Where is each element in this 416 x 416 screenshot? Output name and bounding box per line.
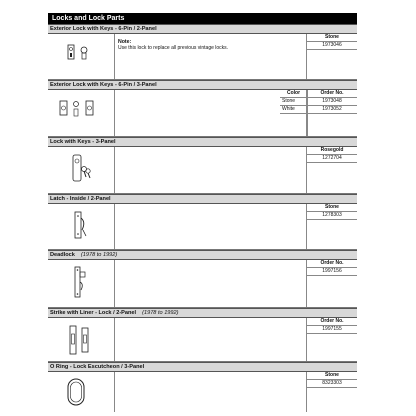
section-heading-row [48, 250, 357, 260]
section-heading: Lock with Keys - 3-Panel [48, 137, 357, 147]
section-heading: Latch - Inside / 2-Panel [48, 194, 357, 204]
color-header: Color [280, 90, 307, 98]
product-image [48, 260, 115, 307]
section-exterior-lock-2panel [48, 24, 357, 80]
page-title: Locks and Lock Parts [48, 13, 357, 24]
order-cell [307, 318, 357, 361]
section-o-ring [48, 362, 357, 412]
empty-cell [114, 90, 307, 136]
column-header: Stone [307, 204, 357, 212]
section-heading: O Ring - Lock Escutcheon / 3-Panel [48, 362, 357, 372]
order-number: 1973052 [307, 106, 357, 114]
section-strike-with-liner [48, 308, 357, 362]
order-number: 8323303 [307, 380, 357, 388]
section-lock-with-keys [48, 137, 357, 194]
product-image [48, 318, 115, 361]
exterior-lock-2panel-icon [48, 34, 114, 79]
column-header: Stone [307, 34, 357, 42]
order-number: 1973046 [307, 42, 357, 50]
note-cell [114, 34, 307, 79]
empty-cell [114, 204, 307, 249]
color-value: White [280, 106, 307, 114]
empty-cell [114, 372, 307, 412]
section-heading: Exterior Lock with Keys - 6-Pin / 3-Panel [48, 80, 357, 90]
parts-page [48, 13, 357, 416]
o-ring-icon [48, 372, 114, 412]
exterior-lock-3panel-icon [48, 90, 114, 136]
section-heading: Exterior Lock with Keys - 6-Pin / 2-Panel [48, 24, 357, 34]
note-text: Use this lock to replace all previous vintage locks. [118, 45, 229, 51]
order-cell [307, 260, 357, 307]
strike-icon [48, 318, 114, 361]
empty-cell [114, 260, 307, 307]
note-label: Note: [118, 39, 132, 45]
order-number: 1997156 [307, 268, 357, 276]
lock-with-keys-icon [48, 147, 114, 193]
order-cell [307, 372, 357, 412]
column-header: Order No. [307, 260, 357, 268]
color-cell [280, 90, 308, 136]
section-deadlock [48, 250, 357, 308]
order-cell [307, 147, 357, 193]
column-header: Order No. [307, 90, 357, 98]
empty-cell [114, 147, 307, 193]
column-header: Rosegold [307, 147, 357, 155]
product-image [48, 372, 115, 412]
section-heading: Deadlock [50, 252, 75, 258]
column-header: Order No. [307, 318, 357, 326]
section-latch-inside [48, 194, 357, 250]
order-number: 1272704 [307, 155, 357, 163]
order-cell [307, 34, 357, 79]
empty-cell [114, 318, 307, 361]
product-image [48, 90, 115, 136]
deadlock-icon [48, 260, 114, 307]
order-cell [307, 90, 357, 136]
section-heading: Strike with Liner - Lock / 2-Panel [50, 310, 137, 316]
order-cell [307, 204, 357, 249]
section-exterior-lock-3panel [48, 80, 357, 137]
year-range: (1978 to 1992) [80, 252, 118, 258]
product-image [48, 147, 115, 193]
product-image [48, 34, 115, 79]
order-number: 1278303 [307, 212, 357, 220]
column-header: Stone [307, 372, 357, 380]
latch-icon [48, 204, 114, 249]
order-number: 1973048 [307, 98, 357, 106]
product-image [48, 204, 115, 249]
color-value: Stone [280, 98, 307, 106]
year-range: (1978 to 1992) [142, 310, 179, 316]
section-heading-row [48, 308, 357, 318]
order-number: 1997155 [307, 326, 357, 334]
